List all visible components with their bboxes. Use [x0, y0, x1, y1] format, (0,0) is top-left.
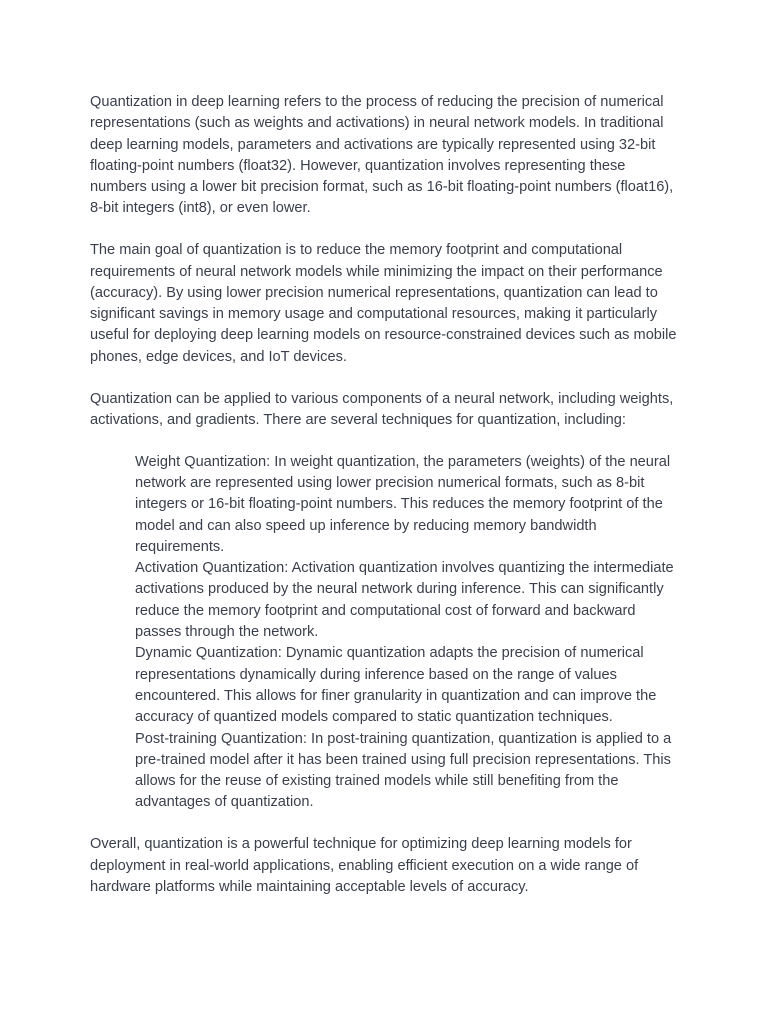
- paragraph-components: Quantization can be applied to various components of a neural network, including weights, activations, and gradients. There are several techniques for quantization, including:: [90, 390, 674, 428]
- paragraph-conclusion: Overall, quantization is a powerful technique for optimizing deep learning models for deployment in real-world applications, enabling efficient execution on a wide range of hardware platforms while maintaining acceptable levels of accuracy.: [90, 836, 639, 895]
- list-item-post-training-quantization: Post-training Quantization: In post-training quantization, quantization is applied to a pre-trained model after it has been trained using full precision representations. This allows for the reuse of existing trained models while still benefiting from the advantages of quantization.: [135, 730, 672, 811]
- paragraph-goal: The main goal of quantization is to reduce the memory footprint and computational requirements of neural network models while minimizing the impact on their performance (accuracy). By using lower precision numerical representations, quantization can lead to significant savings in memory usage and computational resources, making it particularly useful for deploying deep learning models on resource-constrained devices such as mobile phones, edge devices, and IoT devices.: [90, 242, 677, 365]
- list-item-weight-quantization: Weight Quantization: In weight quantization, the parameters (weights) of the neural network are represented using lower precision numerical formats, such as 8-bit integers or 16-bit floating-point numbers. This reduces the memory footprint of the model and can also speed up inference by reducing memory bandwidth requirements.: [135, 453, 671, 555]
- list-item-activation-quantization: Activation Quantization: Activation quantization involves quantizing the intermediate activations produced by the neural network during inference. This can significantly reduce the memory footprint and computational cost of forward and backward passes through the network.: [135, 560, 674, 641]
- techniques-list: [90, 452, 682, 814]
- list-item-dynamic-quantization: Dynamic Quantization: Dynamic quantization adapts the precision of numerical representations dynamically during inference based on the range of values encountered. This allows for finer granularity in quantization and can improve the accuracy of quantized models compared to static quantization techniques.: [135, 645, 657, 726]
- document-body: [90, 92, 682, 919]
- paragraph-intro: Quantization in deep learning refers to the process of reducing the precision of numerical representations (such as weights and activations) in neural network models. In traditional deep learning models, parameters and activations are typically represented using 32-bit floating-point numbers (float32). However, quantization involves representing these numbers using a lower bit precision format, such as 16-bit floating-point numbers (float16), 8-bit integers (int8), or even lower.: [90, 94, 674, 217]
